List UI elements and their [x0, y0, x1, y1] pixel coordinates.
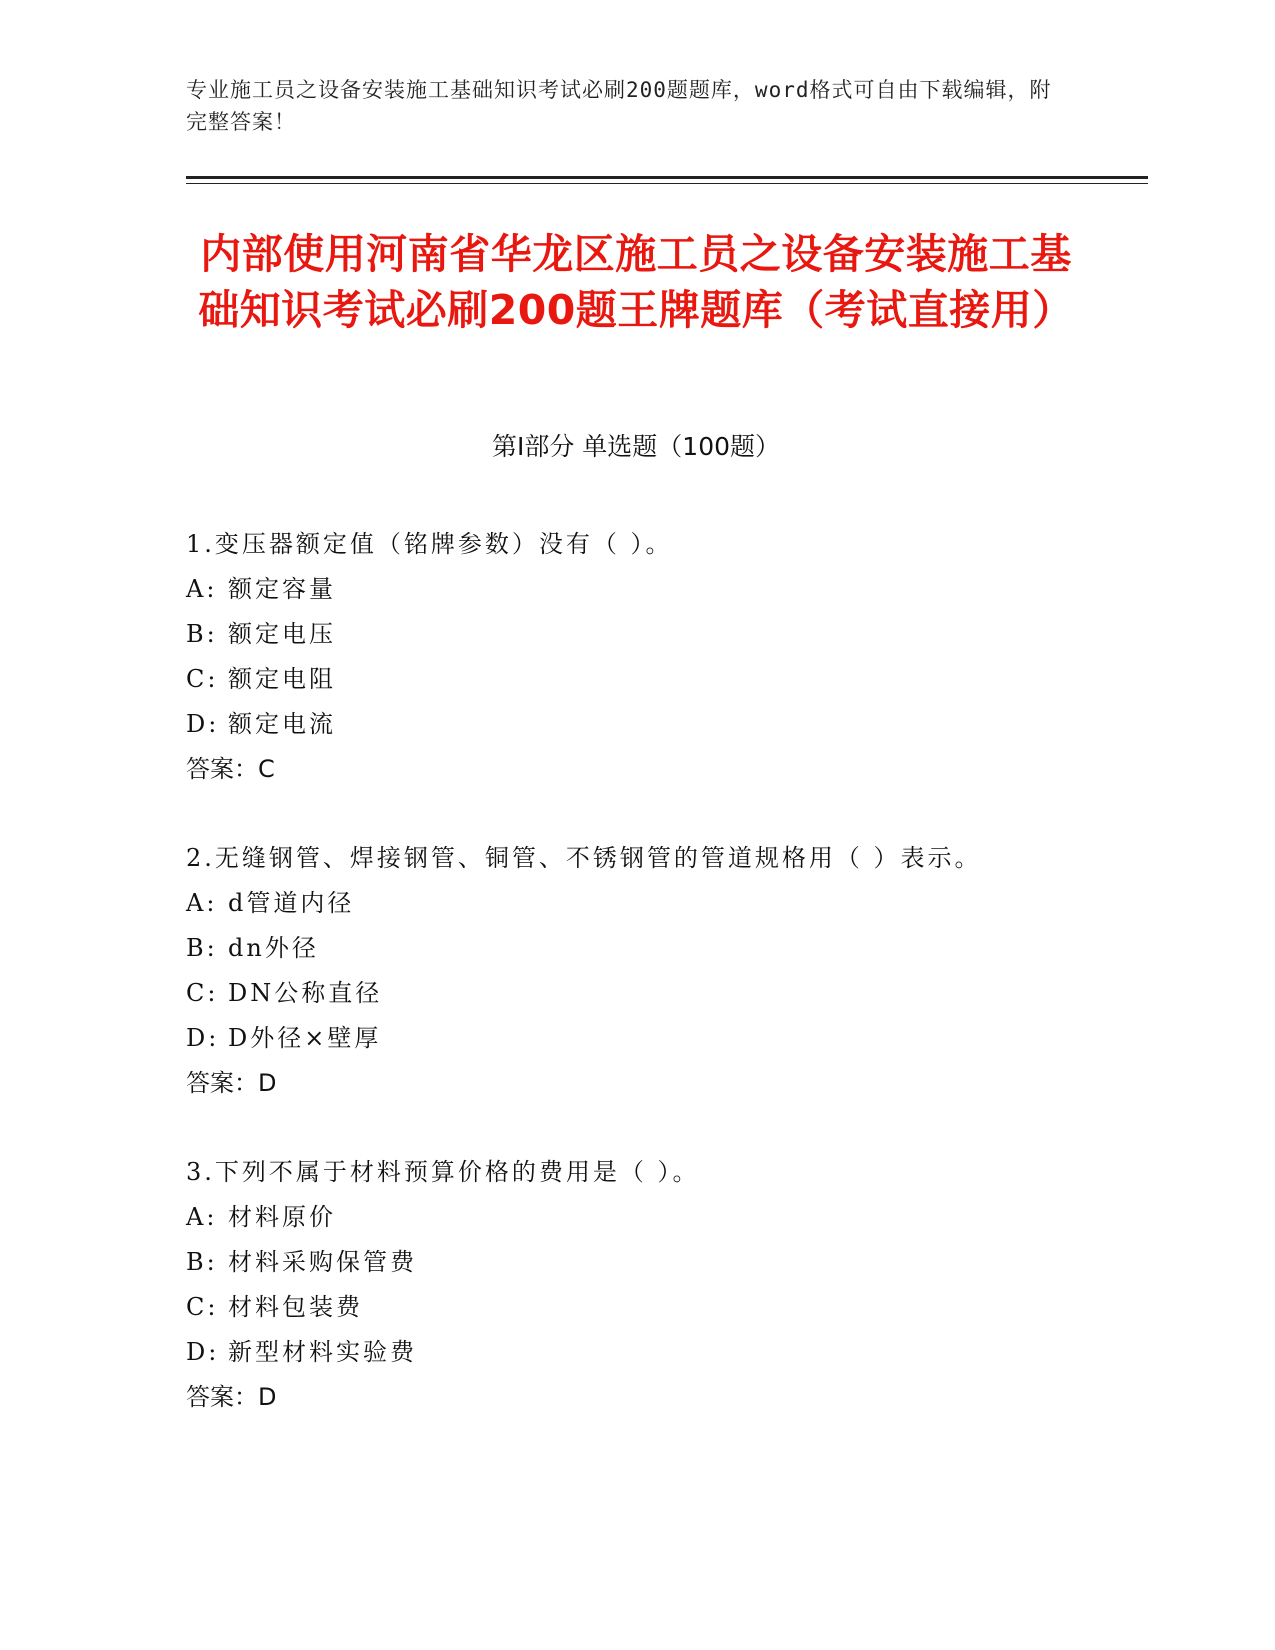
- question-item: [186, 522, 1146, 792]
- question-stem: 3.下列不属于材料预算价格的费用是（ ）。: [186, 1158, 700, 1186]
- question-item: [186, 1150, 1146, 1420]
- option-d: [186, 1330, 1146, 1375]
- option-a: [186, 881, 1146, 926]
- option-text: DN公称直径: [228, 979, 383, 1007]
- header-divider-thin: [186, 183, 1148, 184]
- option-text: dn外径: [228, 934, 319, 962]
- question-list: [186, 522, 1146, 1464]
- option-text: 材料采购保管费: [228, 1248, 417, 1276]
- option-text: 额定电压: [228, 620, 336, 648]
- option-key: A:: [186, 575, 218, 603]
- option-d: [186, 1016, 1146, 1061]
- option-text: 材料包装费: [228, 1293, 363, 1321]
- option-key: B:: [186, 934, 218, 962]
- option-c: [186, 1285, 1146, 1330]
- option-text: 额定电阻: [228, 665, 336, 693]
- option-text: D外径×壁厚: [228, 1024, 382, 1052]
- question-stem: 1.变压器额定值（铭牌参数）没有（ ）。: [186, 530, 673, 558]
- option-key: D:: [186, 710, 220, 738]
- option-b: [186, 1240, 1146, 1285]
- document-title: 内部使用河南省华龙区施工员之设备安装施工基础知识考试必刷200题王牌题库（考试直接用）: [198, 230, 1074, 334]
- answer-line: 答案：D: [186, 1383, 277, 1411]
- option-a: [186, 1195, 1146, 1240]
- option-key: D:: [186, 1338, 220, 1366]
- option-text: 材料原价: [228, 1203, 336, 1231]
- option-c: [186, 971, 1146, 1016]
- header-divider-thick: [186, 176, 1148, 179]
- option-key: B:: [186, 620, 218, 648]
- option-b: [186, 612, 1146, 657]
- option-d: [186, 702, 1146, 747]
- option-b: [186, 926, 1146, 971]
- header-note: 专业施工员之设备安装施工基础知识考试必刷200题题库，word格式可自由下载编辑，附完整答案！: [186, 78, 1052, 134]
- option-text: 新型材料实验费: [228, 1338, 417, 1366]
- option-key: D:: [186, 1024, 220, 1052]
- option-c: [186, 657, 1146, 702]
- section-title: 第I部分 单选题（100题）: [491, 432, 781, 461]
- answer-line: 答案：C: [186, 755, 275, 783]
- answer-line: 答案：D: [186, 1069, 277, 1097]
- option-text: 额定容量: [228, 575, 336, 603]
- option-key: B:: [186, 1248, 218, 1276]
- question-item: [186, 836, 1146, 1106]
- option-a: [186, 567, 1146, 612]
- option-key: C:: [186, 979, 219, 1007]
- option-key: C:: [186, 665, 219, 693]
- option-key: A:: [186, 1203, 218, 1231]
- question-stem: 2.无缝钢管、焊接钢管、铜管、不锈钢管的管道规格用（ ）表示。: [186, 844, 982, 872]
- option-key: C:: [186, 1293, 219, 1321]
- option-text: 额定电流: [228, 710, 336, 738]
- option-text: d管道内径: [228, 889, 355, 917]
- option-key: A:: [186, 889, 218, 917]
